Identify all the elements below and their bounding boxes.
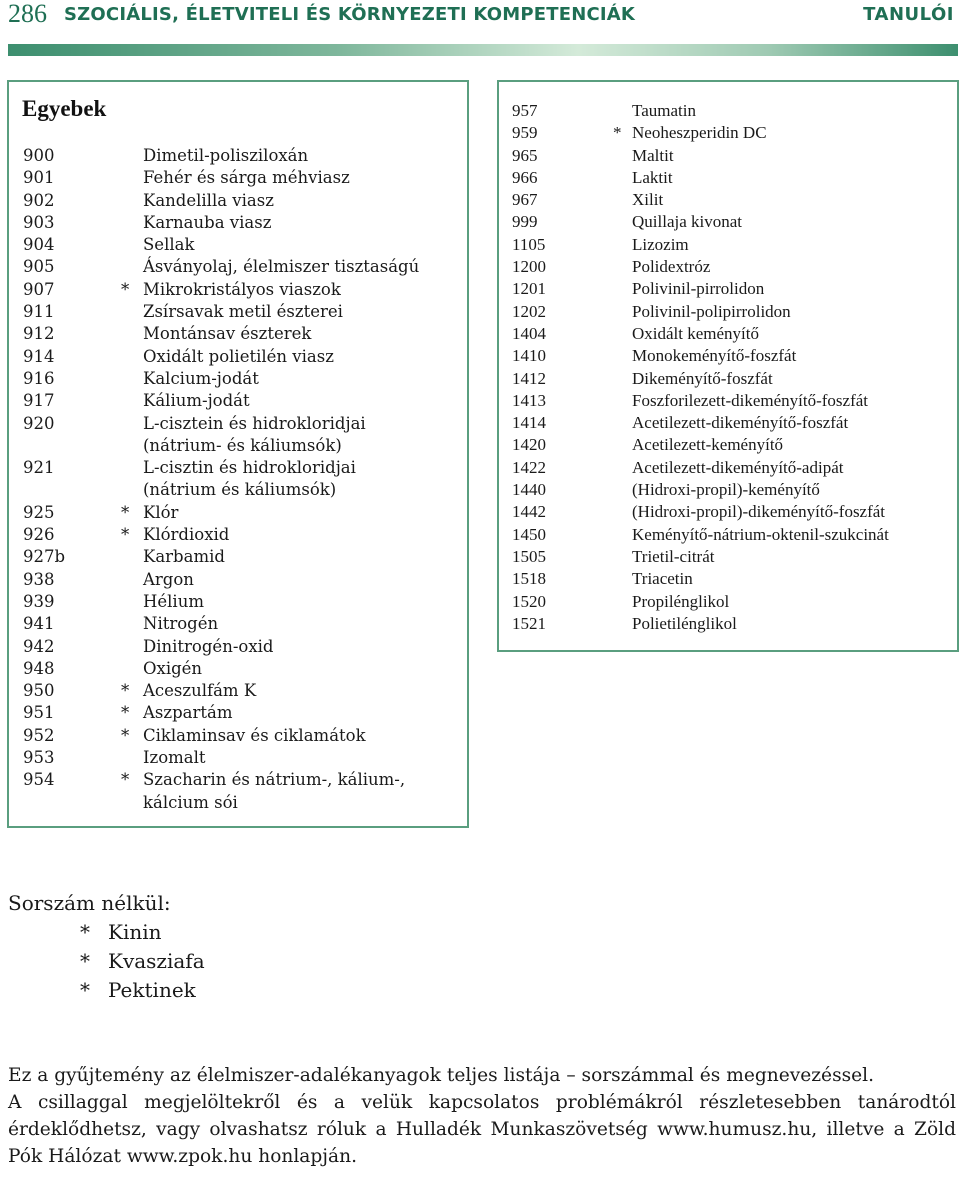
no-number-item — [8, 976, 205, 1005]
additive-row — [512, 524, 957, 546]
additive-row — [512, 278, 957, 300]
additive-name: (Hidroxi-propil)-dikeményítő-foszfát — [632, 502, 886, 522]
additive-name: Klór — [143, 502, 179, 522]
additive-name: Oxigén — [143, 658, 203, 678]
additive-row — [512, 501, 957, 523]
additive-row — [23, 256, 463, 278]
additive-row — [23, 546, 463, 568]
asterisk-marker: * — [121, 725, 130, 745]
additive-name: Xilit — [632, 190, 664, 210]
additive-row — [23, 413, 463, 458]
additive-row — [23, 613, 463, 635]
additive-row — [23, 145, 463, 167]
additive-name: Mikrokristályos viaszok — [143, 279, 341, 299]
additive-row — [512, 546, 957, 568]
additives-box-left — [7, 80, 469, 828]
additive-number: 948 — [23, 658, 55, 678]
additives-box-right — [497, 80, 959, 652]
additive-name: L-cisztin és hidrokloridjai — [143, 458, 356, 478]
additive-row — [512, 100, 957, 122]
box-title: Egyebek — [22, 96, 107, 121]
additive-row — [23, 680, 463, 702]
additive-number: 966 — [512, 167, 538, 187]
additive-name: Dikeményítő-foszfát — [632, 368, 773, 388]
no-number-item-name: Pektinek — [108, 978, 196, 1002]
additive-name: Klórdioxid — [143, 525, 230, 545]
additive-number: 957 — [512, 101, 538, 120]
additive-name: Ciklaminsav és ciklamátok — [143, 725, 366, 745]
additive-name: Acetilezett-keményítő — [632, 435, 784, 455]
additive-name: Monokeményítő-foszfát — [632, 346, 797, 366]
additive-name: Acetilezett-dikeményítő-foszfát — [632, 413, 849, 433]
additive-number: 965 — [512, 145, 538, 165]
additive-number: 1420 — [512, 435, 546, 455]
additive-number: 954 — [23, 770, 55, 790]
additive-number: 938 — [23, 569, 55, 589]
additive-number: 903 — [23, 212, 55, 232]
additive-number: 912 — [23, 324, 55, 344]
additive-number: 1518 — [512, 569, 546, 589]
additive-row — [512, 591, 957, 613]
additive-name: Kalcium-jodát — [143, 368, 259, 388]
additive-row — [23, 702, 463, 724]
additive-number: 1414 — [512, 413, 546, 433]
additive-name: Foszforilezett-dikeményítő-foszfát — [632, 390, 869, 410]
asterisk-marker: * — [80, 920, 90, 944]
additive-name: Keményítő-nátrium-oktenil-szukcinát — [632, 524, 889, 544]
no-number-item — [8, 947, 205, 976]
additive-name: Hélium — [143, 591, 204, 611]
asterisk-marker: * — [121, 703, 130, 723]
additive-row — [23, 502, 463, 524]
additive-row — [23, 658, 463, 680]
additive-number: 1410 — [512, 346, 546, 366]
additive-name: Polivinil-polipirrolidon — [632, 301, 791, 321]
additive-number: 1422 — [512, 457, 546, 477]
additive-number: 959 — [512, 123, 538, 143]
additive-number: 904 — [23, 235, 55, 255]
header-gradient-bar — [8, 44, 958, 56]
asterisk-marker: * — [121, 502, 130, 522]
additive-number: 1404 — [512, 323, 546, 343]
footer-line-2: A csillaggal megjelöltekről és a velük kapcsolatos problémákról részletesebben tanárodtól érdeklődhetsz, vagy olvashatsz róluk a Hulladék Munkaszövetség www.humusz.hu, illetve a Zöld Pók Hálózat www.zpok.hu honlapján. — [8, 1092, 956, 1167]
no-number-item-name: Kvasziafa — [108, 949, 205, 973]
additive-name: Neoheszperidin DC — [632, 123, 767, 143]
additive-row — [512, 568, 957, 590]
additive-row — [512, 368, 957, 390]
additive-number: 920 — [23, 413, 55, 433]
additive-number: 1440 — [512, 480, 546, 500]
footer-line-1: Ez a gyűjtemény az élelmiszer-adalékanyagok teljes listája – sorszámmal és megnevezéssel. — [8, 1065, 875, 1086]
additive-name: Kandelilla viasz — [143, 190, 274, 210]
additive-name: Polivinil-pirrolidon — [632, 279, 765, 299]
additive-name-continued: kálcium sói — [143, 792, 238, 812]
additive-name: Oxidált polietilén viasz — [143, 346, 334, 366]
additive-row — [512, 256, 957, 278]
additive-number: 950 — [23, 681, 55, 701]
additive-name: (Hidroxi-propil)-keményítő — [632, 480, 820, 500]
additive-number: 901 — [23, 168, 55, 188]
asterisk-marker: * — [121, 279, 130, 299]
additive-row — [512, 613, 957, 635]
additive-number: 1105 — [512, 234, 546, 254]
additive-row — [512, 412, 957, 434]
additive-row — [23, 636, 463, 658]
additive-name: Propilénglikol — [632, 591, 730, 611]
additive-name: Trietil-citrát — [632, 546, 715, 566]
additive-name: Aceszulfám K — [143, 681, 257, 701]
additive-name-continued: (nátrium- és káliumsók) — [143, 435, 342, 455]
additive-name: Zsírsavak metil észterei — [143, 302, 343, 322]
additive-row — [23, 212, 463, 234]
additive-row — [23, 390, 463, 412]
asterisk-marker: * — [613, 123, 622, 143]
additive-name: Dinitrogén-oxid — [143, 636, 274, 656]
additive-name: Karnauba viasz — [143, 212, 272, 232]
additive-name: Montánsav észterek — [143, 324, 312, 344]
additive-number: 1505 — [512, 546, 546, 566]
additive-name: Quillaja kivonat — [632, 212, 743, 232]
additive-row — [23, 346, 463, 368]
additive-row — [23, 368, 463, 390]
asterisk-marker: * — [121, 525, 130, 545]
additive-number: 1202 — [512, 301, 546, 321]
additive-number: 1413 — [512, 390, 546, 410]
additive-name: Oxidált keményítő — [632, 323, 760, 343]
additive-name: Szacharin és nátrium-, kálium-, — [143, 770, 406, 790]
additive-row — [23, 769, 463, 814]
no-number-item — [8, 918, 205, 947]
additive-number: 953 — [23, 748, 55, 768]
additive-number: 939 — [23, 591, 55, 611]
additive-name: Triacetin — [632, 569, 693, 589]
role-label: TANULÓI — [863, 4, 954, 25]
additive-list-left — [23, 145, 463, 814]
additive-name: Polietilénglikol — [632, 613, 737, 633]
additive-number: 917 — [23, 391, 55, 411]
additive-row — [512, 301, 957, 323]
additive-row — [512, 457, 957, 479]
footer-text — [8, 1062, 956, 1170]
additive-name: Argon — [143, 569, 194, 589]
additive-name: Izomalt — [143, 748, 206, 768]
additive-number: 1520 — [512, 591, 546, 611]
asterisk-marker: * — [80, 978, 90, 1002]
additive-number: 967 — [512, 190, 538, 210]
additive-row — [512, 234, 957, 256]
additive-name: Dimetil-polisziloxán — [143, 146, 309, 165]
no-number-list — [8, 918, 205, 1005]
additive-name: Maltit — [632, 145, 674, 165]
additive-row — [23, 301, 463, 323]
additive-row — [23, 279, 463, 301]
additive-number: 921 — [23, 458, 55, 478]
additive-row — [512, 189, 957, 211]
additive-row — [512, 345, 957, 367]
no-number-title: Sorszám nélkül: — [8, 891, 171, 915]
additive-row — [512, 211, 957, 233]
additive-row — [512, 122, 957, 144]
additive-name: Laktit — [632, 167, 673, 187]
additive-name: Ásványolaj, élelmiszer tisztaságú — [143, 257, 420, 277]
additive-row — [23, 747, 463, 769]
additive-name: L-cisztein és hidrokloridjai — [143, 413, 366, 433]
additive-name-continued: (nátrium és káliumsók) — [143, 480, 337, 500]
additive-name: Kálium-jodát — [143, 391, 250, 411]
additive-row — [512, 167, 957, 189]
additive-row — [512, 390, 957, 412]
additive-number: 925 — [23, 502, 55, 522]
asterisk-marker: * — [80, 949, 90, 973]
page-header — [0, 0, 960, 30]
additive-name: Aszpartám — [143, 703, 233, 723]
additive-name: Sellak — [143, 235, 195, 255]
additive-number: 1442 — [512, 502, 546, 522]
additive-row — [23, 323, 463, 345]
additive-row — [23, 524, 463, 546]
additive-number: 907 — [23, 279, 55, 299]
additive-row — [512, 434, 957, 456]
additive-row — [23, 167, 463, 189]
additive-number: 902 — [23, 190, 55, 210]
additive-list-right — [512, 100, 957, 635]
additive-number: 1450 — [512, 524, 546, 544]
additive-name: Karbamid — [143, 547, 225, 567]
additive-number: 952 — [23, 725, 55, 745]
additive-name: Taumatin — [632, 101, 696, 120]
additive-name: Lizozim — [632, 234, 689, 254]
additive-number: 911 — [23, 302, 55, 322]
additive-number: 999 — [512, 212, 538, 232]
additive-row — [23, 234, 463, 256]
section-title: SZOCIÁLIS, ÉLETVITELI ÉS KÖRNYEZETI KOMPETENCIÁK — [64, 4, 636, 25]
no-number-section — [8, 888, 205, 1005]
additive-number: 905 — [23, 257, 55, 277]
additive-row — [512, 323, 957, 345]
additive-row — [23, 190, 463, 212]
additive-number: 942 — [23, 636, 55, 656]
additive-number: 900 — [23, 146, 55, 165]
additive-name: Acetilezett-dikeményítő-adipát — [632, 457, 844, 477]
additive-name: Nitrogén — [143, 614, 219, 634]
additive-name: Polidextróz — [632, 257, 711, 277]
additive-row — [23, 569, 463, 591]
asterisk-marker: * — [121, 770, 130, 790]
additive-row — [512, 479, 957, 501]
additive-number: 926 — [23, 525, 55, 545]
additive-number: 1201 — [512, 279, 546, 299]
additive-row — [23, 725, 463, 747]
additive-number: 927b — [23, 547, 66, 567]
additive-number: 1200 — [512, 257, 546, 277]
additive-row — [23, 591, 463, 613]
additive-row — [512, 145, 957, 167]
page-number: 286 — [8, 0, 47, 28]
additive-number: 914 — [23, 346, 55, 366]
additive-number: 941 — [23, 614, 55, 634]
additive-number: 916 — [23, 368, 55, 388]
additive-number: 1521 — [512, 613, 546, 633]
no-number-item-name: Kinin — [108, 920, 162, 944]
additive-number: 1412 — [512, 368, 546, 388]
additive-row — [23, 457, 463, 502]
additive-number: 951 — [23, 703, 55, 723]
additive-name: Fehér és sárga méhviasz — [143, 168, 350, 188]
asterisk-marker: * — [121, 681, 130, 701]
